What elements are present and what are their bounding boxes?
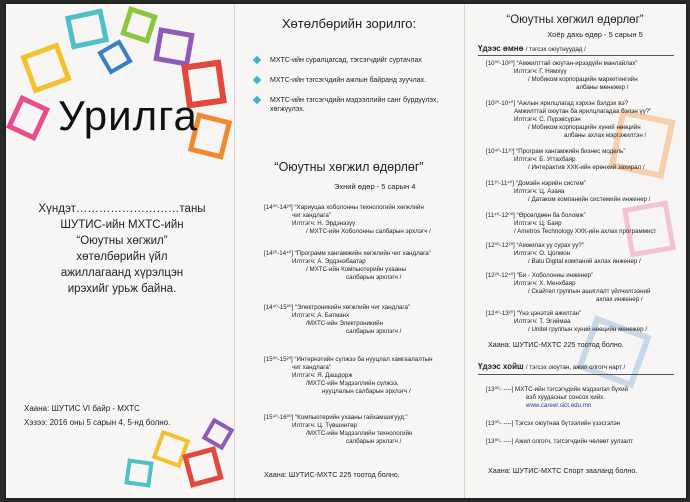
schedule-time: [11⁴⁰-12⁰⁰] (486, 212, 515, 219)
schedule-speaker: Илтгэгч: О. Цолмон (514, 250, 571, 257)
decor-square-red-bottom (182, 446, 224, 488)
schedule-affiliation: / МХТС-ийн Хоболонны салбарын эрхлэгч / (306, 228, 431, 235)
schedule-affiliation: /МХТС-ийн Мэдээллийн технологийн (306, 430, 413, 437)
schedule-speaker: Илтгэгч: С. Пүрэвсүрэн (514, 116, 581, 123)
schedule-item (486, 242, 641, 266)
before-lunch-heading (478, 44, 586, 53)
invitation-line: ирэхийг урьж байна. (67, 283, 177, 295)
day1-schedule (264, 204, 464, 474)
schedule-item (486, 180, 650, 204)
schedule-affiliation: / Batu Digital компаний ахлах инженер / (528, 258, 641, 265)
schedule-time: [12⁴⁰-13²⁰] (486, 310, 515, 317)
schedule-affiliation: / Скайтел группын ашиглалт үйлчилгээний (528, 288, 651, 295)
day2-morning-schedule (486, 60, 686, 333)
invitation-line: ажиллагаанд хүрэлцэн (60, 267, 184, 279)
career-website-link[interactable]: www.career.sict.edu.mn (526, 402, 592, 409)
schedule-time: [11¹⁰-11⁴⁰] (486, 180, 515, 187)
invitation-title: Урилга (58, 92, 198, 139)
schedule-time: [13⁰⁰- ----] (486, 438, 514, 445)
schedule-item (486, 148, 645, 172)
schedule-item (264, 204, 431, 236)
schedule-topic: “Өрсөлдөөн ба боломж” (516, 212, 586, 219)
day1-subtitle: Эхний өдөр - 5 сарын 4 (334, 182, 416, 191)
program-panel (234, 4, 464, 498)
schedule-affiliation: / Мобиком корпорацийн маркетингийн (528, 76, 638, 83)
goal-item (252, 76, 457, 85)
goal-item (252, 56, 457, 65)
schedule-time: [12⁰⁰-12²⁰] (486, 242, 515, 249)
schedule-topic: Ажил олгогч, тэгсэгчдийн чөлөөт уулзалт (515, 438, 634, 445)
decor-square-purple (153, 27, 194, 67)
decor-square-blue (97, 39, 133, 75)
schedule-time: [10⁰⁰-10²⁰] (486, 60, 515, 67)
cover-time: Хэзээ: 2016 оны 5 сарын 4, 5-нд болно. (24, 418, 171, 427)
schedule-affiliation: /МХТС-ийн Электроникийн (306, 320, 384, 327)
schedule-item (264, 414, 412, 446)
schedule-speaker: Илтгэгч: Я. Дашдорж (292, 372, 353, 379)
schedule-time: [10²⁰-10⁴⁰] (486, 100, 515, 107)
invitation-line: “Оюутны хөгжил” (76, 235, 168, 247)
invitation-line: Хүндэт………………………таны (38, 203, 206, 215)
schedule-affiliation: / Мобиком корпорацийн хүний нөөцийн (528, 124, 641, 131)
after-lunch-heading (478, 362, 625, 371)
goal-text: МХТС-ийн суралцагсад, тэгсэгчдийг суртачлах (270, 57, 422, 64)
schedule-topic: “Ажлын ярилцлагад хэрхэн бэлдэх вэ? (516, 100, 629, 107)
schedule-item (486, 100, 651, 140)
schedule-affiliation: салбарын эрхлэгч / (346, 274, 402, 281)
schedule-topic: вэб хуудасныг сонсох хийх. (526, 394, 605, 401)
day1-location: Хаана: ШУТИС-МХТС 225 тоотод болно. (264, 470, 400, 479)
schedule-item (486, 386, 628, 410)
diamond-bullet-icon (253, 56, 261, 64)
schedule-speaker: Илтгэгч: Т. Эгиймаа (514, 318, 571, 325)
schedule-topic: “Электроникийн хөгжлийн чиг хандлага” (295, 304, 410, 311)
schedule-affiliation: салбарын эрхлэгч / (346, 328, 402, 335)
invitation-text (16, 201, 228, 297)
schedule-affiliation: нууцлалын салбарын эрхлэгч / (322, 388, 411, 395)
decor-square-green (120, 6, 158, 44)
program-goals-list (252, 56, 457, 125)
schedule-affiliation: / Интерактив ХХК-ийн ерөнхий захирал / (528, 164, 645, 171)
day2-afternoon-location: Хаана: ШУТИС-МХТС Спорт зааланд болно. (488, 466, 638, 475)
schedule-affiliation: /МХТС-ийн Мэдээллийн сүлжээ, (306, 380, 399, 387)
schedule-affiliation: / Unitel группын хүний нөөцийн менежер / (528, 326, 648, 333)
decor-square-purple-bottom (202, 418, 235, 451)
diamond-bullet-icon (253, 96, 261, 104)
day2-subtitle: Хоёр дахь өдөр - 5 сарын 5 (547, 30, 643, 39)
section-divider (478, 374, 674, 375)
decor-square-teal-bottom (124, 458, 153, 487)
cover-panel (6, 4, 234, 498)
schedule-topic: Тэгсэх оюутнаа бүтээлийн үзэсгэлэн (515, 420, 621, 427)
schedule-affiliation: салбарын эрхлэгч / (346, 438, 402, 445)
diamond-bullet-icon (253, 76, 261, 84)
schedule-speaker: Илтгэгч: А. Батманх (292, 312, 350, 319)
schedule-item (486, 212, 656, 236)
schedule-affiliation: / МХТС-ийн Компьютерийн ухааны (306, 266, 407, 273)
schedule-item (264, 250, 431, 282)
schedule-item (486, 310, 647, 334)
invitation-line: ШУТИС-ийн МХТС-ийн (60, 219, 184, 231)
schedule-topic: “Амжилттай оюутан-ирээдүйн манлайлах” (516, 60, 638, 67)
day2-morning-location: Хаана: ШУТИС-МХТС 225 тоотод болно. (488, 340, 624, 349)
schedule-speaker: Илтгэгч: Х. Менхбаяр (514, 280, 576, 287)
session-label: Үдээс хойш (478, 362, 524, 371)
section-divider (478, 55, 674, 56)
day2-afternoon-schedule (486, 386, 686, 466)
schedule-time: [15⁴⁰-16⁰⁰] (264, 414, 294, 421)
day2-title: “Оюутны хөгжил өдөрлөг” (506, 14, 644, 26)
schedule-topic: “Үнэ цэнэтэй ажилтан” (516, 310, 582, 317)
schedule-speaker: Илтгэгч: Г. Нямхүү (514, 68, 567, 75)
schedule-topic: “Би - Хоболонны инженер” (516, 272, 594, 279)
invitation-line: хөтөлбөрийн үйл (76, 251, 168, 263)
schedule-topic: “Домэйн нэрийн систем” (515, 180, 586, 187)
schedule-item (264, 356, 433, 396)
schedule-topic: “Хариуцаа хоболонны технологийн хөгжлийн (294, 204, 424, 211)
day1-title: “Оюутны хөгжил өдөрлөг” (274, 160, 424, 174)
schedule-affiliation: албаны менежер / (576, 84, 629, 91)
cover-location: Хаана: ШУТИС VI байр - МХТС (24, 404, 140, 413)
schedule-item (486, 438, 633, 446)
schedule-speaker: Илтгэгч: Н. Эрдэнэзүү (292, 220, 356, 227)
schedule-speaker: Илтгэгч: Ц. Азаяа (514, 188, 565, 195)
goal-text: МХТС-ийн тэгсэгчдийн мэдээллийн санг бүрдүүлэх, (270, 97, 439, 104)
schedule-topic: чиг хандлага” (292, 212, 331, 219)
schedule-item (486, 60, 638, 92)
schedule-item (486, 272, 650, 304)
schedule-time: [12²⁰-12⁴⁰] (486, 272, 515, 279)
program-goals-title: Хөтөлбөрийн зорилго: (281, 16, 417, 31)
decor-square-yellow (20, 42, 71, 93)
decor-square-teal (65, 8, 109, 49)
day2-panel (464, 4, 686, 498)
schedule-affiliation: албаны ахлах мэргэжилтэн / (564, 132, 647, 139)
schedule-affiliation: / Датаком компанийн системийн инженер / (528, 196, 651, 203)
schedule-topic: “Компьютерийн ухааны гайхамшигууд:” (295, 414, 408, 421)
schedule-affiliation: / Ametros Technology ХХК-ийн ахлах программист (514, 228, 657, 235)
session-note: / тэгсэх оюутнуудад / (525, 46, 586, 53)
schedule-topic: “Интернэтийн сүлжээ ба нууцлал хамгаалалтын (294, 356, 433, 363)
schedule-time: [14²⁰-14⁴⁰] (264, 250, 293, 257)
schedule-item (486, 420, 620, 428)
goal-item (252, 96, 457, 114)
decor-square-pink (6, 95, 50, 141)
schedule-time: [15⁰⁰-15²⁰] (264, 356, 293, 363)
schedule-time: [10⁴⁰-11¹⁰] (486, 148, 515, 155)
schedule-affiliation: ахлах инженер / (596, 296, 643, 303)
schedule-time: [14⁰⁰-14²⁰] (264, 204, 293, 211)
schedule-speaker: Илтгэгч: А. Эрдэнэбаатар (292, 258, 366, 265)
schedule-topic: “Амжилах уу сурах уу?” (516, 242, 584, 249)
session-label: Үдээс өмнө (478, 44, 524, 53)
schedule-topic: “Програм хангамжийн бизнес модель” (516, 148, 626, 155)
schedule-time: [13⁰⁰- ----] (486, 386, 514, 393)
schedule-topic: МХТС-ийн тэгсэгчдийн мэдээлэл бүхий (515, 386, 628, 393)
session-note: / тэгсэх оюутан, ажил олгогч нарт / (525, 364, 626, 371)
goal-text: МХТС-ийн тэгсэгчдийн ажлын байранд зуучлах. (270, 77, 427, 84)
schedule-topic: “Программ хангамжийн хөгжлийн чиг хандлага” (294, 250, 431, 257)
brochure-sheet (6, 4, 686, 498)
goal-text: хөгжүүлэх. (270, 106, 305, 113)
schedule-time: [13⁰⁰- ----] (486, 420, 514, 427)
schedule-time: [14⁴⁰-15⁰⁰] (264, 304, 294, 311)
schedule-speaker: Илтгэгч: Ц. Баяр (514, 220, 562, 227)
schedule-speaker: Илтгэгч: Б. Угтахбаяр (514, 156, 576, 163)
schedule-topic: Амжилттай оюутан ба ярилцлагадаа бэлэн үү?” (514, 108, 652, 115)
schedule-speaker: Илтгэгч: Ц. Түвшинтөр (292, 422, 357, 429)
schedule-item (264, 304, 410, 336)
schedule-topic: чиг хандлага” (292, 364, 331, 371)
